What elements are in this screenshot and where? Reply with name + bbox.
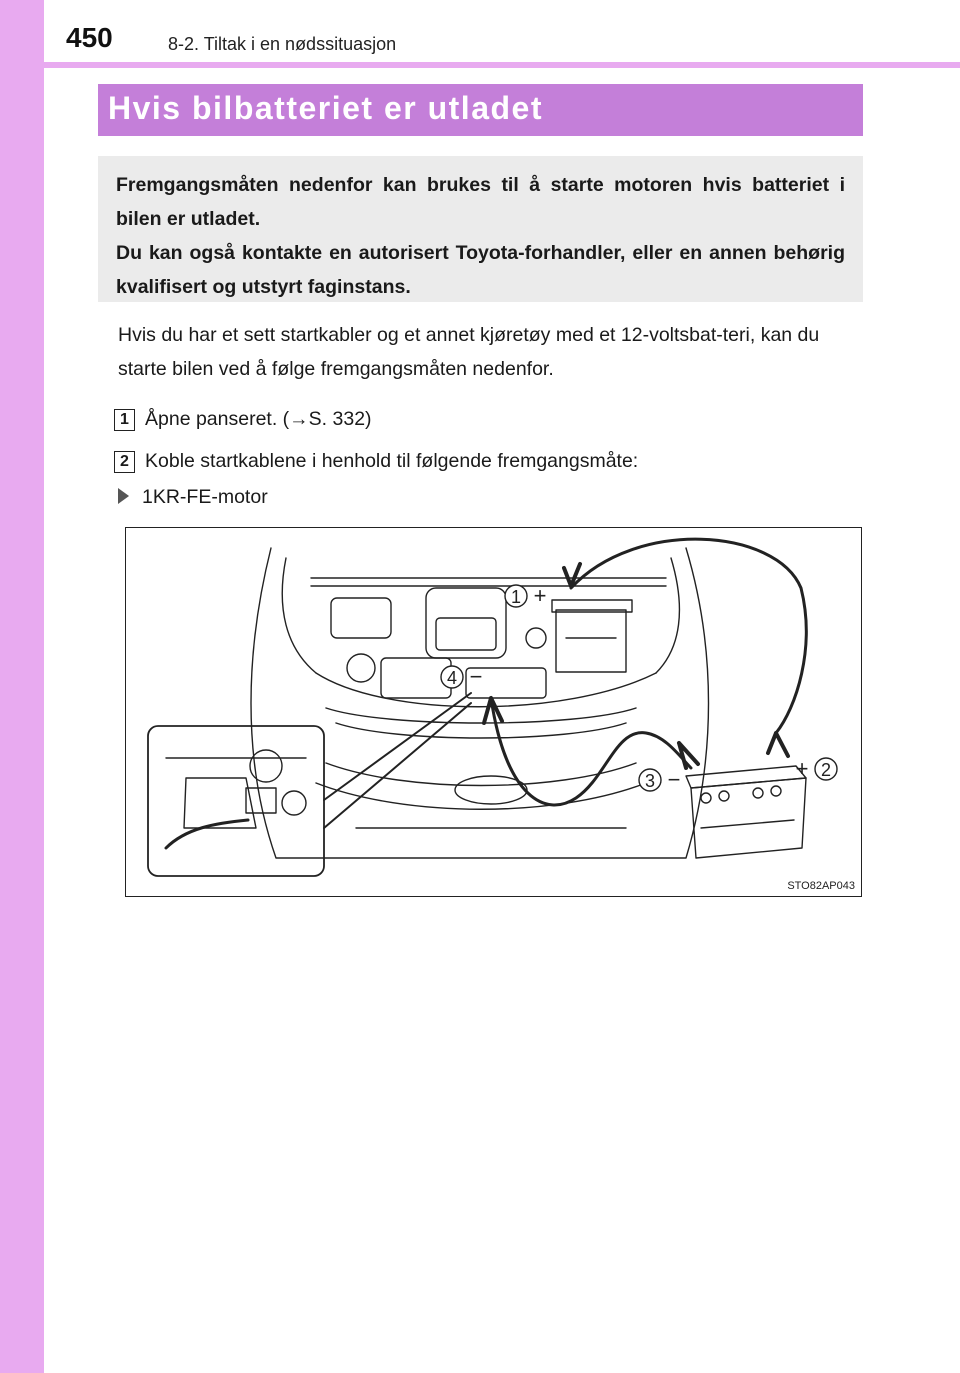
callout-3-sign: −	[667, 767, 681, 792]
engine-bay-drawing	[126, 528, 862, 897]
engine-variant-label: 1KR-FE-motor	[142, 486, 268, 508]
page-title	[98, 84, 863, 136]
callout-4-number: 4	[446, 668, 458, 688]
callout-4-sign: −	[469, 664, 483, 689]
side-tab-strip	[0, 0, 44, 1373]
callout-1-sign: +	[533, 583, 547, 608]
step-text: Åpne panseret. (→S. 332)	[145, 408, 372, 430]
engine-variant-item	[118, 486, 268, 509]
intro-box	[98, 156, 863, 302]
callout-2-number: 2	[820, 760, 832, 780]
callout-1-number: 1	[510, 587, 522, 607]
callout-2-sign: +	[795, 756, 809, 781]
section-heading: 8-2. Tiltak i en nødssituasjon	[168, 34, 397, 54]
intro-paragraph-1: Fremgangsmåten nedenfor kan brukes til å starte motoren hvis batteriet i bilen er utladet.	[116, 174, 845, 230]
jump-start-illustration	[125, 527, 862, 897]
page-title-text: Hvis bilbatteriet er utladet	[108, 90, 543, 126]
step-text: Koble startkablene i henhold til følgende fremgangsmåte:	[145, 450, 639, 472]
header-rule	[44, 62, 960, 68]
step-number-badge: 2	[114, 451, 135, 473]
figure-code: STO82AP043	[787, 880, 855, 892]
callout-3-number: 3	[644, 771, 656, 791]
body-paragraph: Hvis du har et sett startkabler og et annet kjøretøy med et 12-voltsbat-teri, kan du starte bilen ved å følge fremgangsmåten nedenfor.	[118, 324, 820, 380]
page-number: 450	[66, 22, 113, 53]
triangle-bullet-icon	[118, 488, 129, 504]
intro-paragraph-2: Du kan også kontakte en autorisert Toyota-forhandler, eller en annen behørig kvalifisert og utstyrt faginstans.	[116, 242, 845, 298]
step-number-badge: 1	[114, 409, 135, 431]
